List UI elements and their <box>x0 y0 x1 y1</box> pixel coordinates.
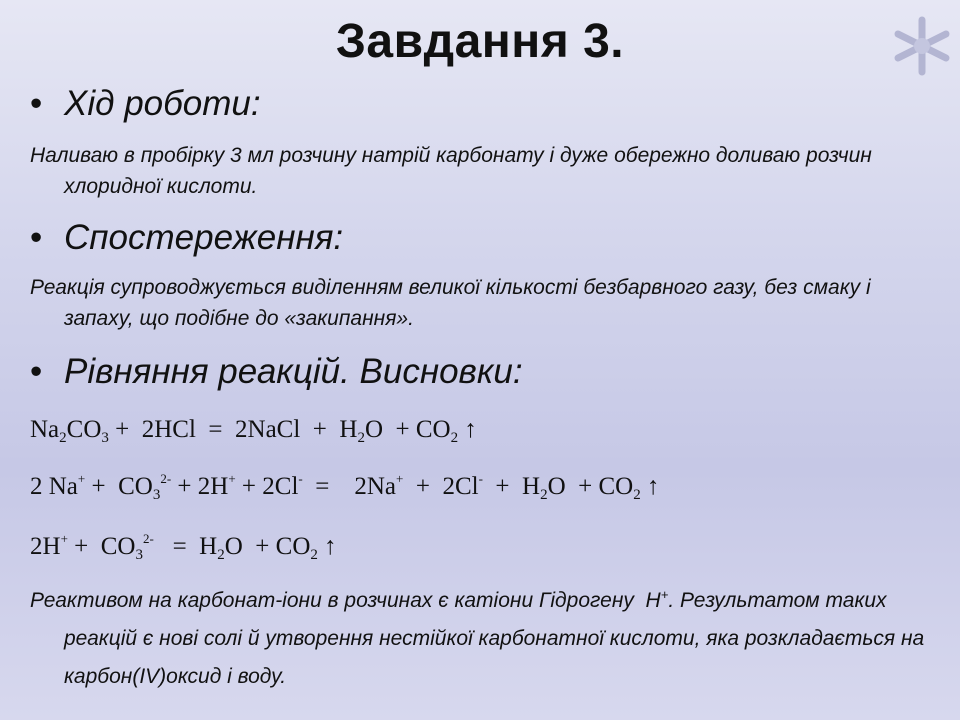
conclusion-part: . Результатом таких реакцій є нові солі й утворення нестійкої карбонатної кислоти, яка розкладається на карбон(IV)оксид і воду. <box>64 589 925 688</box>
eq-term: O + CO <box>364 416 451 443</box>
eq-term: O + CO <box>224 533 311 560</box>
slide-title: Завдання 3. <box>335 15 625 68</box>
eq-term: O + CO <box>547 473 634 500</box>
eq-superscript: + <box>60 531 68 546</box>
eq-term: = H <box>153 533 218 560</box>
heading-observation-text: Спостереження: <box>64 218 344 257</box>
eq-subscript: 2 <box>310 547 318 563</box>
eq-term: + H <box>482 473 541 500</box>
heading-procedure <box>30 84 261 124</box>
eq-superscript: 2- <box>160 471 172 486</box>
heading-procedure-text: Хід роботи: <box>64 84 261 123</box>
eq-subscript: 2 <box>217 547 225 563</box>
observation-text: Реакція супроводжується виділенням великої кількості безбарвного газу, без смаку і запаху, що подібне до «закипання». <box>30 276 871 330</box>
gas-arrow: ↑ <box>458 416 477 443</box>
conclusion-part: Реактивом на карбонат-іони в розчинах є катіони Гідрогену H <box>30 589 661 612</box>
eq-term: + CO <box>67 533 136 560</box>
eq-term: Na <box>30 416 60 443</box>
heading-equations-text: Рівняння реакцій. Висновки: <box>64 352 523 391</box>
eq-superscript: + <box>228 471 236 486</box>
procedure-text: Наливаю в пробірку 3 мл розчину натрій карбонату і дуже обережно доливаю розчин хлоридної кислоти. <box>30 144 872 198</box>
eq-subscript: 2 <box>540 487 548 503</box>
eq-term: + 2Cl <box>235 473 299 500</box>
eq-subscript: 2 <box>633 487 641 503</box>
eq-subscript: 2 <box>450 430 459 446</box>
equation-short-ionic <box>30 532 337 562</box>
eq-term: + 2HCl = 2NaCl + H <box>108 416 358 443</box>
eq-term: 2 Na <box>30 473 78 500</box>
bullet-point: • <box>30 218 43 257</box>
bullet-point: • <box>30 352 43 391</box>
eq-term: 2H <box>30 533 61 560</box>
heading-observation <box>30 218 343 258</box>
eq-subscript: 3 <box>152 487 161 503</box>
equation-full-ionic <box>30 472 659 502</box>
eq-term: + 2H <box>171 473 229 500</box>
eq-subscript: 3 <box>101 430 109 446</box>
eq-subscript: 2 <box>59 430 67 446</box>
bullet-point: • <box>30 84 43 123</box>
gas-arrow: ↑ <box>317 533 337 560</box>
eq-superscript: + <box>660 587 669 602</box>
eq-term: = 2Na <box>302 473 396 500</box>
eq-superscript: - <box>478 471 483 486</box>
eq-term: CO <box>66 416 102 443</box>
eq-superscript: + <box>77 471 86 486</box>
eq-subscript: 3 <box>135 547 143 563</box>
conclusion-text <box>30 582 932 696</box>
heading-equations <box>30 352 523 392</box>
eq-superscript: 2- <box>142 531 154 546</box>
eq-subscript: 2 <box>357 430 365 446</box>
gas-arrow: ↑ <box>640 473 660 500</box>
eq-superscript: - <box>298 471 303 486</box>
equation-molecular <box>30 415 477 445</box>
eq-term: + 2Cl <box>403 473 479 500</box>
eq-term: + CO <box>85 473 153 500</box>
eq-superscript: + <box>396 471 404 486</box>
